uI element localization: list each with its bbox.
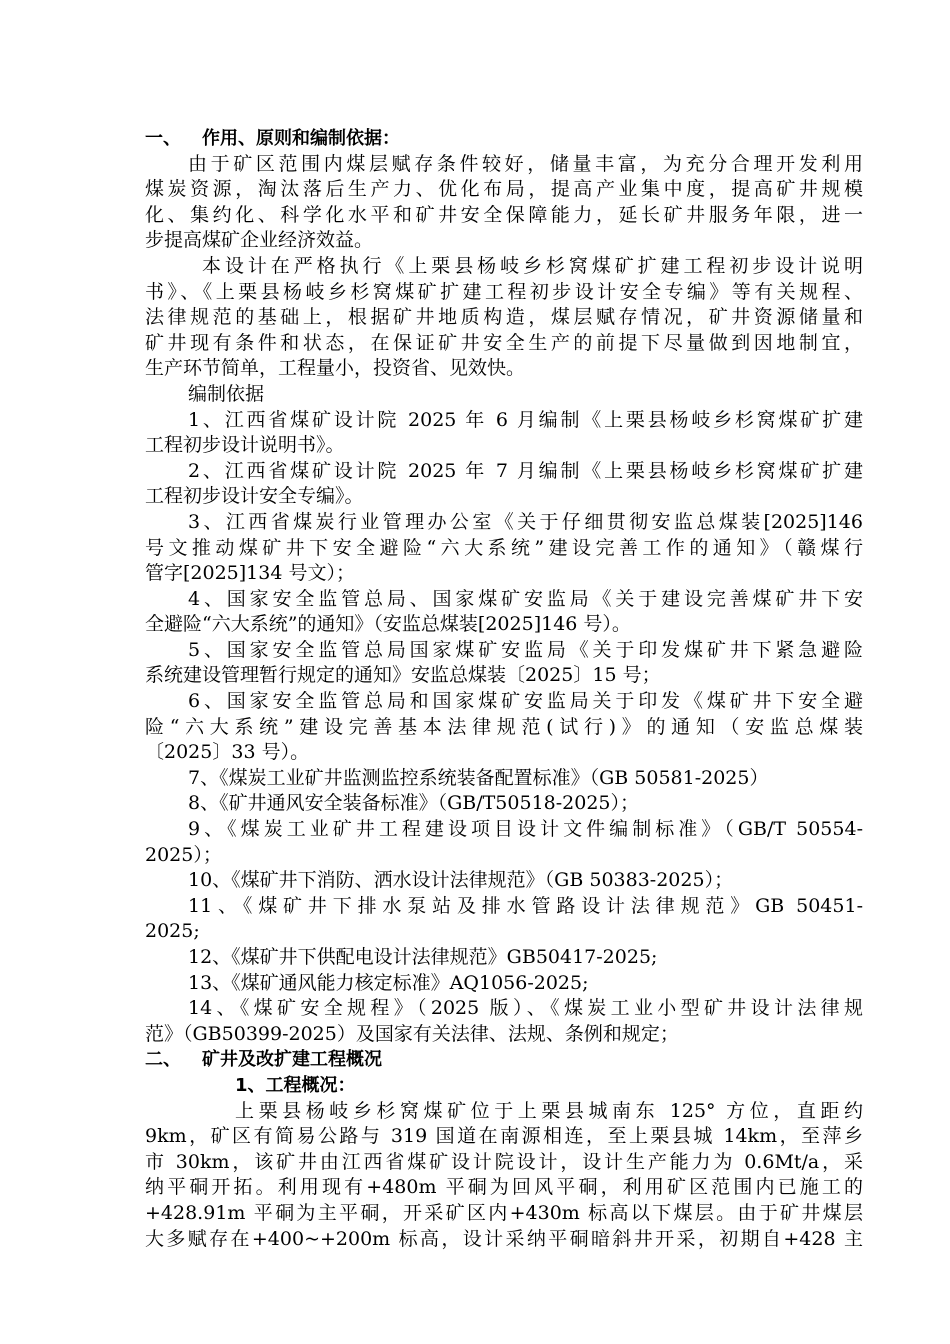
basis-item-line: 9、《煤炭工业矿井工程建设项目设计文件编制标准》（GB/T 50554-: [188, 818, 863, 841]
paragraph-line: 法律规范的基础上，根据矿井地质构造，煤层赋存情况，矿井资源储量和: [145, 306, 863, 329]
basis-item-line: 号文推动煤矿井下安全避险“六大系统”建设完善工作的通知》（赣煤行: [145, 536, 863, 559]
basis-item-line: 8、《矿井通风安全装备标准》（GB/T50518-2025）；: [188, 792, 640, 815]
section-1-heading: [145, 126, 863, 152]
paragraph-line: 化、集约化、科学化水平和矿井安全保障能力，延长矿井服务年限，进一: [145, 203, 863, 226]
paragraph-line: 生产环节简单，工程量小，投资省、见效快。: [145, 357, 526, 380]
paragraph-line: 书》、《上栗县杨岐乡杉窝煤矿扩建工程初步设计安全专编》等有关规程、: [145, 280, 863, 303]
paragraph-line: 市 30km，该矿井由江西省煤矿设计院设计，设计生产能力为 0.6Mt/a，采: [145, 1150, 863, 1173]
subsection-title: 1、工程概况：: [235, 1074, 356, 1096]
paragraph-line: 大多赋存在+400~+200m 标高，设计采纳平硐暗斜井开采，初期自+428 主: [145, 1227, 863, 1250]
basis-item-line: 12、《煤矿井下供配电设计法律规范》GB50417-2025;: [188, 946, 658, 968]
paragraph-line: +428.91m 平硐为主平硐，开采矿区内+430m 标高以下煤层。由于矿井煤层: [145, 1201, 863, 1224]
basis-item-line: 2025）；: [145, 843, 222, 866]
basis-item-line: 2、江西省煤矿设计院 2025 年 7 月编制《上栗县杨岐乡杉窝煤矿扩建: [188, 459, 863, 482]
section-2-number: 二、: [145, 1049, 181, 1071]
basis-item-line: 〔2025〕33 号）。: [145, 741, 310, 764]
basis-item-line: 10、《煤矿井下消防、洒水设计法律规范》（GB 50383-2025）；: [188, 869, 734, 892]
section-2-heading: [145, 1047, 863, 1073]
paragraph-line: 由于矿区范围内煤层赋存条件较好，储量丰富，为充分合理开发利用: [188, 152, 863, 175]
basis-item-line: 管字[2025]134 号文）；: [145, 562, 355, 585]
paragraph-line: 纳平硐开拓。利用现有+480m 平硐为回风平硐，利用矿区范围内已施工的: [145, 1176, 863, 1199]
paragraph-line: 步提高煤矿企业经济效益。: [145, 229, 374, 252]
section-1-number: 一、: [145, 128, 181, 149]
basis-item-line: 2025;: [145, 920, 200, 943]
paragraph-line: 煤炭资源，淘汰落后生产力、优化布局，提高产业集中度，提高矿井规模: [145, 178, 863, 201]
basis-item-line: 全避险“六大系统”的通知》（安监总煤装[2025]146 号）。: [145, 613, 631, 636]
basis-title: 编制依据: [188, 382, 265, 405]
section-2-title: 矿井及改扩建工程概况: [202, 1049, 382, 1071]
basis-item-line: 工程初步设计安全专编》。: [145, 485, 364, 508]
basis-item-line: 1、江西省煤矿设计院 2025 年 6 月编制《上栗县杨岐乡杉窝煤矿扩建: [188, 408, 863, 431]
paragraph-line: 9km，矿区有简易公路与 319 国道在南源相连，至上栗县城 14km，至萍乡: [145, 1125, 863, 1148]
basis-item-line: 11、《煤矿井下排水泵站及排水管路设计法律规范》GB 50451-: [188, 894, 863, 917]
basis-item-line: 系统建设管理暂行规定的通知》安监总煤装〔2025〕15 号；: [145, 664, 661, 687]
basis-item-line: 险“六大系统”建设完善基本法律规范(试行)》的通知（安监总煤装: [145, 715, 863, 738]
basis-item-line: 4、国家安全监管总局、国家煤矿安监局《关于建设完善煤矿井下安: [188, 587, 863, 610]
paragraph-line: 本设计在严格执行《上栗县杨岐乡杉窝煤矿扩建工程初步设计说明: [202, 254, 863, 277]
basis-item-line: 范》（GB50399-2025）及国家有关法律、法规、条例和规定；: [145, 1022, 679, 1045]
basis-item-line: 13、《煤矿通风能力核定标准》AQ1056-2025;: [188, 971, 589, 994]
basis-item-line: 5、国家安全监管总局国家煤矿安监局《关于印发煤矿井下紧急避险: [188, 638, 863, 661]
basis-item-line: 14、《煤矿安全规程》（2025 版）、《煤炭工业小型矿井设计法律规: [188, 997, 863, 1020]
document-page: [145, 126, 863, 1252]
section-1-title: 作用、原则和编制依据：: [202, 128, 400, 149]
paragraph-line: 矿井现有条件和状态，在保证矿井安全生产的前提下尽量做到因地制宜，: [145, 331, 863, 354]
paragraph-line: 上栗县杨岐乡杉窝煤矿位于上栗县城南东 125° 方位，直距约: [235, 1099, 863, 1122]
basis-item-line: 工程初步设计说明书》。: [145, 434, 345, 457]
basis-item-line: 7、《煤炭工业矿井监测监控系统装备配置标准》（GB 50581-2025）: [188, 766, 769, 789]
basis-item-line: 3、江西省煤炭行业管理办公室《关于仔细贯彻安监总煤装[2025]146: [188, 510, 863, 533]
basis-item-line: 6、国家安全监管总局和国家煤矿安监局关于印发《煤矿井下安全避: [188, 690, 863, 713]
